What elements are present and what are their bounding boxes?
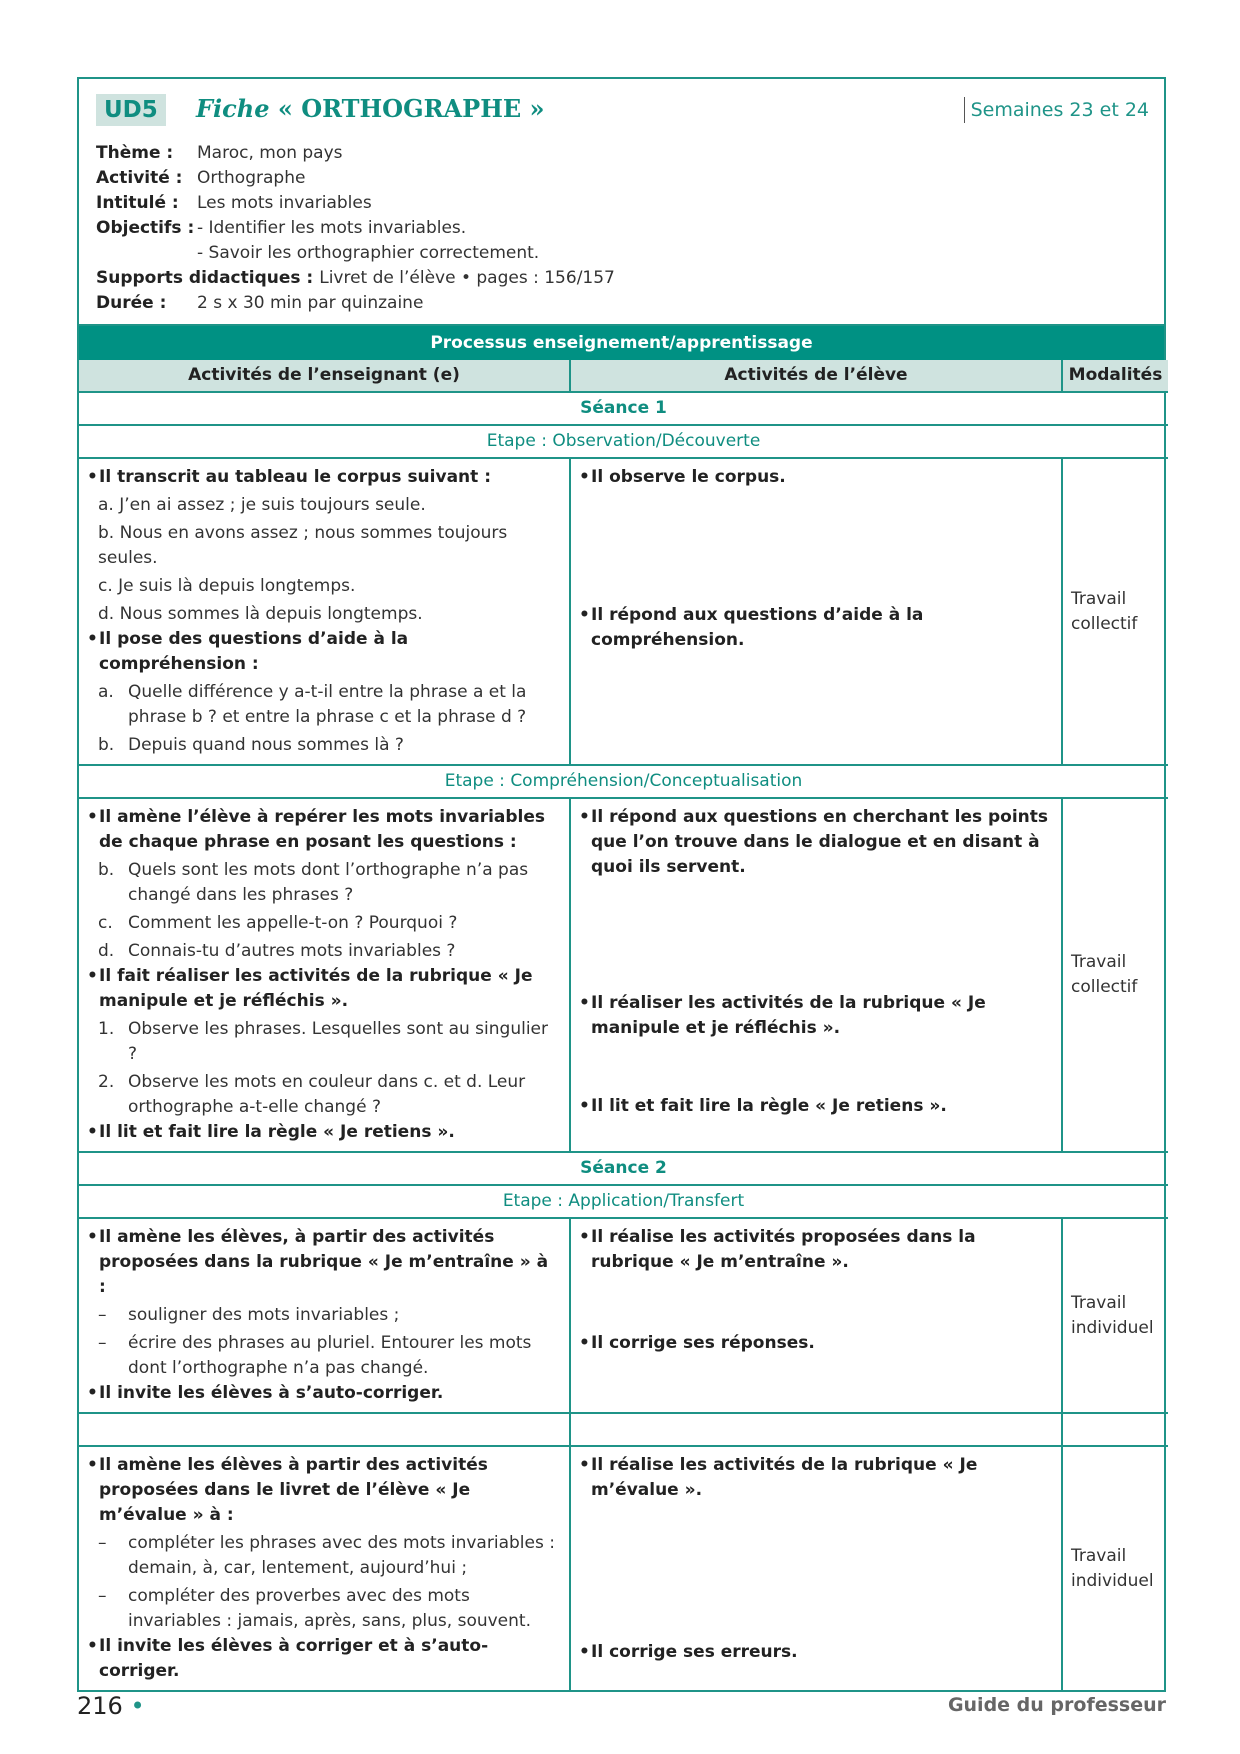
etape-observation: Etape : Observation/Découverte [79, 425, 1168, 458]
student-activity: • Il observe le corpus. [579, 465, 1051, 490]
teacher-activity: • Il transcrit au tableau le corpus suivant : [87, 465, 559, 490]
sheet-title [196, 94, 545, 124]
duration-label: Durée : [96, 293, 167, 313]
student-activity: • Il réalise les activités proposées dans la rubrique « Je m’entraîne ». [579, 1225, 1051, 1275]
objective-1: - Identifier les mots invariables. [197, 218, 467, 238]
student-activity: • Il corrige ses réponses. [579, 1331, 1051, 1356]
question: Comment les appelle-t-on ? Pourquoi ? [128, 913, 458, 933]
meta-block [96, 141, 615, 316]
table-row [79, 798, 1168, 1152]
col-mod-header: Modalités [1062, 360, 1168, 392]
col-teacher-header: Activités de l’enseignant (e) [79, 360, 570, 392]
modality: individuel [1071, 1570, 1154, 1591]
list-marker: b. [98, 860, 115, 880]
list-marker: 2. [98, 1072, 115, 1092]
question: Depuis quand nous sommes là ? [128, 735, 404, 755]
theme-value: Maroc, mon pays [197, 143, 343, 163]
unit-badge: UD5 [96, 94, 166, 126]
modality: collectif [1071, 613, 1138, 634]
table-row [79, 1446, 1168, 1690]
student-activity: • Il répond aux questions en cherchant les points que l’on trouve dans le dialogue et en disant à quoi ils servent. [579, 805, 1051, 880]
title-label: Intitulé : [96, 193, 179, 213]
list-marker: d. [98, 941, 115, 961]
etape-comprehension: Etape : Compréhension/Conceptualisation [79, 765, 1168, 798]
corpus-line: c. Je suis là depuis longtemps. [98, 576, 356, 596]
list-marker: a. [98, 682, 114, 702]
seance-2-title: Séance 2 [79, 1152, 1168, 1185]
list-marker: – [98, 1305, 107, 1325]
list-marker: – [98, 1586, 107, 1606]
modality: collectif [1071, 977, 1138, 997]
teacher-activity: • Il amène les élèves à partir des activités proposées dans le livret de l’élève « Je m’évalue » à : [87, 1453, 559, 1528]
list-marker: b. [98, 735, 115, 755]
list-marker: – [98, 1333, 107, 1353]
teacher-activity: • Il invite les élèves à corriger et à s’auto-corriger. [87, 1634, 559, 1684]
question: Observe les phrases. Lesquelles sont au singulier ? [128, 1019, 548, 1064]
lesson-table [79, 360, 1168, 1690]
footer-guide: Guide du professeur [947, 1694, 1166, 1716]
lesson-sheet [77, 77, 1166, 1692]
etape-application: Etape : Application/Transfert [79, 1185, 1168, 1218]
question: Quelle différence y a-t-il entre la phrase a et la phrase b ? et entre la phrase c et la phrase d ? [128, 682, 527, 727]
fiche-title: « ORTHOGRAPHE » [277, 94, 545, 123]
teacher-activity: • Il amène l’élève à repérer les mots invariables de chaque phrase en posant les questions : [87, 805, 559, 855]
page-number-value: 216 [77, 1692, 123, 1720]
activity-value: Orthographe [197, 168, 306, 188]
activity-label: Activité : [96, 168, 183, 188]
question: Observe les mots en couleur dans c. et d. Leur orthographe a-t-elle changé ? [128, 1072, 526, 1117]
supports-label: Supports didactiques : [96, 268, 314, 288]
teacher-activity: • Il amène les élèves, à partir des activités proposées dans la rubrique « Je m’entraîne » à : [87, 1225, 559, 1300]
empty-row [79, 1413, 1168, 1446]
task: compléter des proverbes avec des mots invariables : jamais, après, sans, plus, souvent. [128, 1586, 531, 1631]
theme-label: Thème : [96, 143, 174, 163]
weeks-label: Semaines 23 et 24 [964, 97, 1149, 123]
question: Connais-tu d’autres mots invariables ? [128, 941, 456, 961]
question: Quels sont les mots dont l’orthographe n’a pas changé dans les phrases ? [128, 860, 529, 905]
corpus-line: d. Nous sommes là depuis longtemps. [98, 604, 423, 624]
page-number [77, 1692, 145, 1720]
teacher-activity: • Il pose des questions d’aide à la compréhension : [87, 627, 559, 677]
table-row [79, 458, 1168, 765]
modality: Travail [1071, 1292, 1127, 1313]
student-activity: • Il réaliser les activités de la rubrique « Je manipule et je réfléchis ». [579, 991, 1051, 1041]
student-activity: • Il corrige ses erreurs. [579, 1640, 1051, 1665]
table-row [79, 1218, 1168, 1413]
modality: Travail [1071, 1545, 1127, 1566]
list-marker: c. [98, 913, 113, 933]
seance-1-title: Séance 1 [79, 392, 1168, 425]
teacher-activity: • Il lit et fait lire la règle « Je retiens ». [87, 1120, 559, 1145]
sheet-header [79, 79, 1164, 324]
list-marker: – [98, 1533, 107, 1553]
modality: Travail [1071, 952, 1127, 972]
modality: individuel [1071, 1317, 1154, 1338]
task: compléter les phrases avec des mots invariables : demain, à, car, lentement, aujourd’hui ; [128, 1533, 555, 1578]
teacher-activity: • Il invite les élèves à s’auto-corriger. [87, 1381, 559, 1406]
corpus-line: b. Nous en avons assez ; nous sommes toujours seules. [98, 523, 508, 568]
col-student-header: Activités de l’élève [570, 360, 1062, 392]
task: souligner des mots invariables ; [128, 1305, 400, 1325]
list-marker: 1. [98, 1019, 115, 1039]
process-banner: Processus enseignement/apprentissage [79, 324, 1164, 360]
page-dot: • [130, 1692, 145, 1720]
duration-value: 2 s x 30 min par quinzaine [197, 293, 424, 313]
task: écrire des phrases au pluriel. Entourer les mots dont l’orthographe n’a pas changé. [128, 1333, 532, 1378]
fiche-prefix: Fiche [196, 94, 270, 123]
corpus-line: a. J’en ai assez ; je suis toujours seule. [98, 495, 426, 515]
teacher-activity: • Il fait réaliser les activités de la rubrique « Je manipule et je réfléchis ». [87, 964, 559, 1014]
objectives-label: Objectifs : [96, 218, 195, 238]
title-value: Les mots invariables [197, 193, 372, 213]
objective-2: - Savoir les orthographier correctement. [197, 243, 540, 263]
modality: Travail [1071, 588, 1127, 609]
student-activity: • Il lit et fait lire la règle « Je retiens ». [579, 1094, 1051, 1119]
student-activity: • Il répond aux questions d’aide à la compréhension. [579, 603, 1051, 653]
supports-value: Livret de l’élève • pages : 156/157 [319, 268, 615, 288]
student-activity: • Il réalise les activités de la rubrique « Je m’évalue ». [579, 1453, 1051, 1503]
